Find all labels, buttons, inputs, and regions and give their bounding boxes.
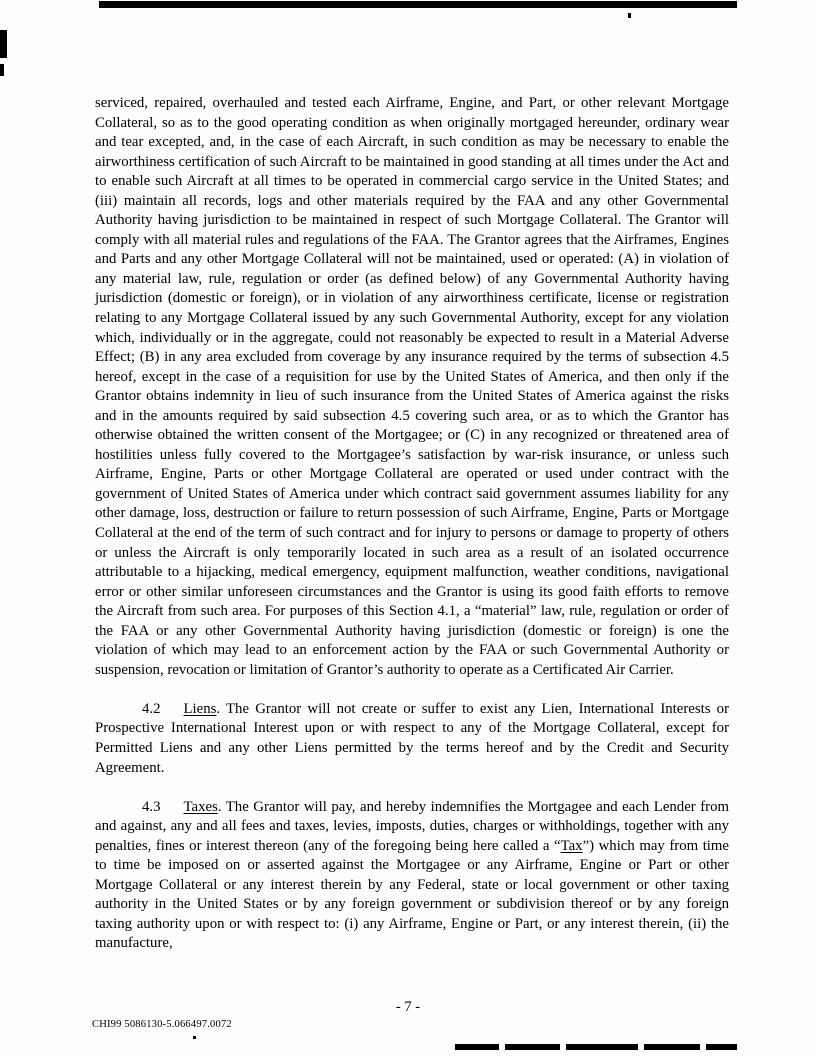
text-block bbox=[95, 94, 729, 973]
scan-artifact-bottom-dash-2 bbox=[505, 1044, 560, 1050]
paragraph-section-4-3 bbox=[95, 798, 729, 954]
paragraph-section-4-1-continuation: serviced, repaired, overhauled and tested each Airframe, Engine, and Part, or other relevant Mortgage Collateral, so as to the good operating condition as when originally mortgaged hereunder, ordinary wear and tear excepted, and, in the case of each Aircraft, in such condition as may be necessary to enable the airworthiness certification of such Aircraft to be maintained in good standing at all times under the Act and to enable such Aircraft at all times to be operated in commercial cargo service in the United States; and (iii) maintain all records, logs and other materials required by the FAA and any other Governmental Authority having jurisdiction to be maintained in respect of such Mortgage Collateral. The Grantor will comply with all material rules and regulations of the FAA. The Grantor agrees that the Airframes, Engines and Parts and any other Mortgage Collateral will not be maintained, used or operated: (A) in violation of any material law, rule, regulation or order (as defined below) of any Governmental Authority having jurisdiction (domestic or foreign), or in violation of any airworthiness certificate, license or registration relating to any Mortgage Collateral issued by any such Governmental Authority, except for any violation which, individually or in the aggregate, could not reasonably be expected to result in a Material Adverse Effect; (B) in any area excluded from coverage by any insurance required by the terms of subsection 4.5 hereof, except in the case of a requisition for use by the United States of America, and then only if the Grantor obtains indemnity in lieu of such insurance from the United States of America against the risks and in the amounts required by said subsection 4.5 covering such area, or as to which the Grantor has otherwise obtained the written consent of the Mortgagee; or (C) in any recognized or threatened area of hostilities unless fully covered to the Mortgagee’s satisfaction by war-risk insurance, or unless such Airframe, Engine, Parts or other Mortgage Collateral are operated or used under contract with the government of United States of America under which contract said government assumes liability for any other damage, loss, destruction or failure to return possession of such Airframe, Engine, Parts or Mortgage Collateral at the end of the term of such contract and for injury to persons or damage to property of others or unless the Aircraft is only temporarily located in such area as a result of an isolated occurrence attributable to a hijacking, medical emergency, equipment malfunction, weather conditions, navigational error or other similar unforeseen circumstances and the Grantor is using its good faith efforts to remove the Aircraft from such area. For purposes of this Section 4.1, a “material” law, rule, regulation or order of the FAA or any other Governmental Authority having jurisdiction (domestic or foreign) is one the violation of which may lead to an enforcement action by the FAA or such Governmental Authority or suspension, revocation or limitation of Grantor’s authority to operate as a Certificated Air Carrier. bbox=[95, 95, 729, 678]
scan-artifact-top-right-dot bbox=[628, 13, 631, 18]
defined-term-tax: Tax bbox=[560, 837, 583, 854]
section-body-post: ”) which may from time to time be imposed on or asserted against the Mortgagee or any Airframe, Engine or Part or other Mortgage Collateral or any interest therein by any Federal, state or local government or other taxing authority in the United States or by any foreign government or subdivision thereof or by any foreign taxing authority upon or with respect to: (i) any Airframe, Engine or Part, or any interest therein, (ii) the manufacture, bbox=[95, 837, 729, 952]
scan-artifact-left-edge-mark-1 bbox=[0, 30, 7, 58]
scan-artifact-bottom-dot bbox=[193, 1036, 196, 1039]
scan-artifact-left-edge-mark-2 bbox=[0, 64, 4, 76]
section-body: The Grantor will not create or suffer to exist any Lien, International Interests or Prospective International Interest upon or with respect to any of the Mortgage Collateral, except for Permitted Liens and any other Liens permitted by the terms hereof and by the Credit and Security Agreement. bbox=[95, 700, 729, 776]
section-title-separator: . bbox=[216, 700, 221, 717]
paragraph-section-4-2 bbox=[95, 700, 729, 778]
document-control-number: CHI99 5086130-5.066497.0072 bbox=[92, 1019, 232, 1030]
section-title-liens: Liens bbox=[183, 700, 217, 717]
scan-artifact-bottom-dash-3 bbox=[566, 1044, 638, 1050]
page-number: - 7 - bbox=[395, 999, 421, 1015]
scan-artifact-bottom-dash-4 bbox=[644, 1044, 700, 1050]
section-number: 4.2 bbox=[142, 700, 161, 717]
scan-artifact-bottom-dash-1 bbox=[455, 1044, 499, 1050]
section-title-taxes: Taxes bbox=[183, 798, 218, 815]
scan-artifact-bottom-dash-5 bbox=[706, 1044, 737, 1050]
section-number: 4.3 bbox=[142, 798, 161, 815]
section-body-pre: The Grantor will pay, and hereby indemnifies the Mortgagee and each Lender from and against, any and all fees and taxes, levies, imposts, duties, charges or withholdings, together with any penalties, fines or interest thereon (any of the foregoing being here called a “ bbox=[95, 798, 729, 854]
scan-artifact-top-bar bbox=[99, 1, 737, 8]
section-title-separator: . bbox=[217, 798, 222, 815]
